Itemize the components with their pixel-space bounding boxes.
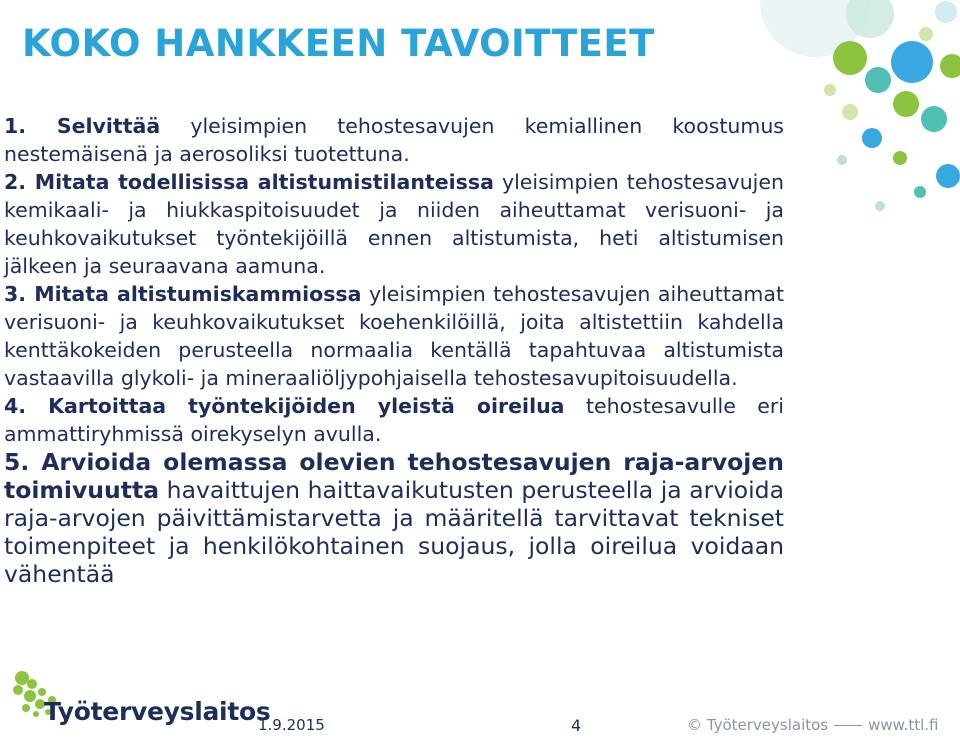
objective-number: 1. (4, 114, 27, 138)
objective-1 (4, 112, 784, 168)
objective-number: 2. (4, 170, 27, 194)
website-link[interactable]: www.ttl.fi (868, 716, 939, 734)
ttl-logo-text: Työterveyslaitos (44, 697, 271, 726)
page-number: 4 (571, 716, 582, 735)
objective-number: 4. (4, 394, 27, 418)
objective-text: havaittujen haittavaikutusten perusteella ja arvioida raja-arvojen päivittämistarvetta ja määritellä tarvittavat tekniset toimenpiteet ja henkilökohtainen suojaus, jolla oireilua voidaan vähentää (4, 476, 784, 588)
footer-copyright (687, 716, 938, 734)
objective-number: 3. (4, 282, 27, 306)
objective-text: yleisimpien tehostesavujen kemikaali- ja hiukkaspitoisuudet ja niiden aiheuttamat verisuoni- ja keuhkovaikutukset työntekijöillä ennen altistumista, heti altistumisen jälkeen ja seuraavana aamuna. (4, 170, 784, 278)
objectives-list (4, 112, 784, 588)
footer-date: 1.9.2015 (258, 716, 325, 734)
objective-number: 5. (4, 448, 30, 476)
objective-5 (4, 448, 784, 588)
objective-text: yleisimpien tehostesavujen kemiallinen koostumus nestemäisenä ja aerosoliksi tuotettuna. (4, 114, 784, 166)
objective-text: tehostesavulle eri ammattiryhmissä oirekyselyn avulla. (4, 394, 784, 446)
footer-divider (834, 725, 862, 726)
objective-text: yleisimpien tehostesavujen aiheuttamat verisuoni- ja keuhkovaikutukset koehenkilöillä, joita altistettiin kahdella kenttäkokeiden perusteella normaalia kentällä tapahtuvaa altistumista vastaavilla glykoli- ja mineraaliöljypohjaisella tehostesavupitoisuudella. (4, 282, 784, 390)
objective-lead: Mitata todellisissa altistumistilanteissa (34, 170, 494, 194)
objective-4 (4, 392, 784, 448)
page-title: KOKO HANKKEEN TAVOITTEET (22, 22, 655, 65)
objective-3 (4, 280, 784, 392)
objective-lead: Arvioida olemassa olevien tehostesavujen raja-arvojen toimivuutta (4, 448, 785, 504)
objective-2 (4, 168, 784, 280)
objective-lead: Mitata altistumiskammiossa (34, 282, 362, 306)
objective-lead: Selvittää (56, 114, 161, 138)
copyright-text: © Työterveyslaitos (687, 716, 829, 734)
objective-lead: Kartoittaa työntekijöiden yleistä oireilua (48, 394, 565, 418)
